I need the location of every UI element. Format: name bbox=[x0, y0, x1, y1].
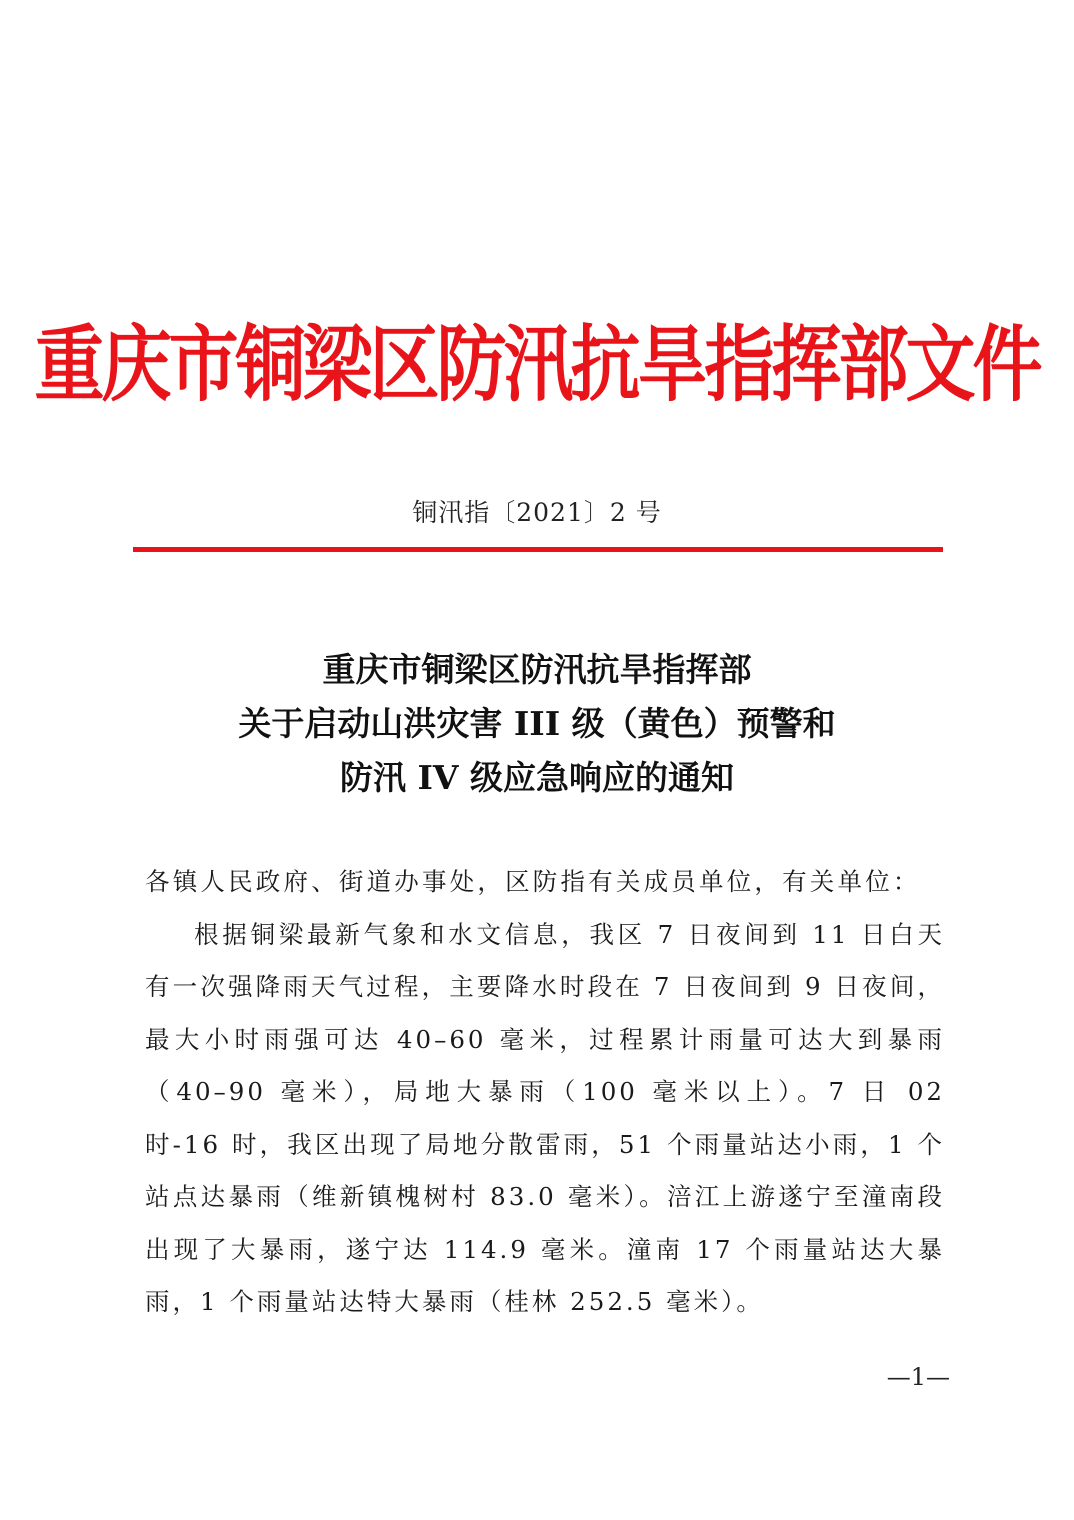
salutation: 各镇人民政府、街道办事处，区防指有关成员单位，有关单位： bbox=[145, 867, 921, 896]
document-number: 铜汛指〔2021〕2 号 bbox=[412, 498, 662, 527]
page-number: —1— bbox=[886, 1363, 950, 1391]
red-divider-line bbox=[133, 547, 943, 552]
paragraph-1: 根据铜梁最新气象和水文信息，我区 7 日夜间到 11 日白天有一次强降雨天气过程，主要降水时段在 7 日夜间到 9 日夜间，最大小时雨强可达 40–60 毫米，过程累计雨量可达大到暴雨（40–90 毫米），局地大暴雨（100 毫米以上）。7 日 02 时-16 时，我区出现了局地分散雷雨，51 个雨量站达小雨，1 个站点达暴雨（维新镇槐树村 83.0 毫米）。涪江上游遂宁至潼南段出现了大暴雨，遂宁达 114.9 毫米。潼南 17 个雨量站达大暴雨，1 个雨量站达特大暴雨（桂林 252.5 毫米）。 bbox=[145, 919, 945, 1316]
body-text bbox=[145, 856, 945, 1329]
masthead-title: 重庆市铜梁区防汛抗旱指挥部文件 bbox=[34, 315, 1040, 414]
title-line-3: 防汛 IV 级应急响应的通知 bbox=[339, 758, 735, 797]
title-line-1: 重庆市铜梁区防汛抗旱指挥部 bbox=[322, 650, 752, 689]
title-line-2: 关于启动山洪灾害 III 级（黄色）预警和 bbox=[238, 704, 836, 743]
notice-title bbox=[0, 643, 1074, 805]
